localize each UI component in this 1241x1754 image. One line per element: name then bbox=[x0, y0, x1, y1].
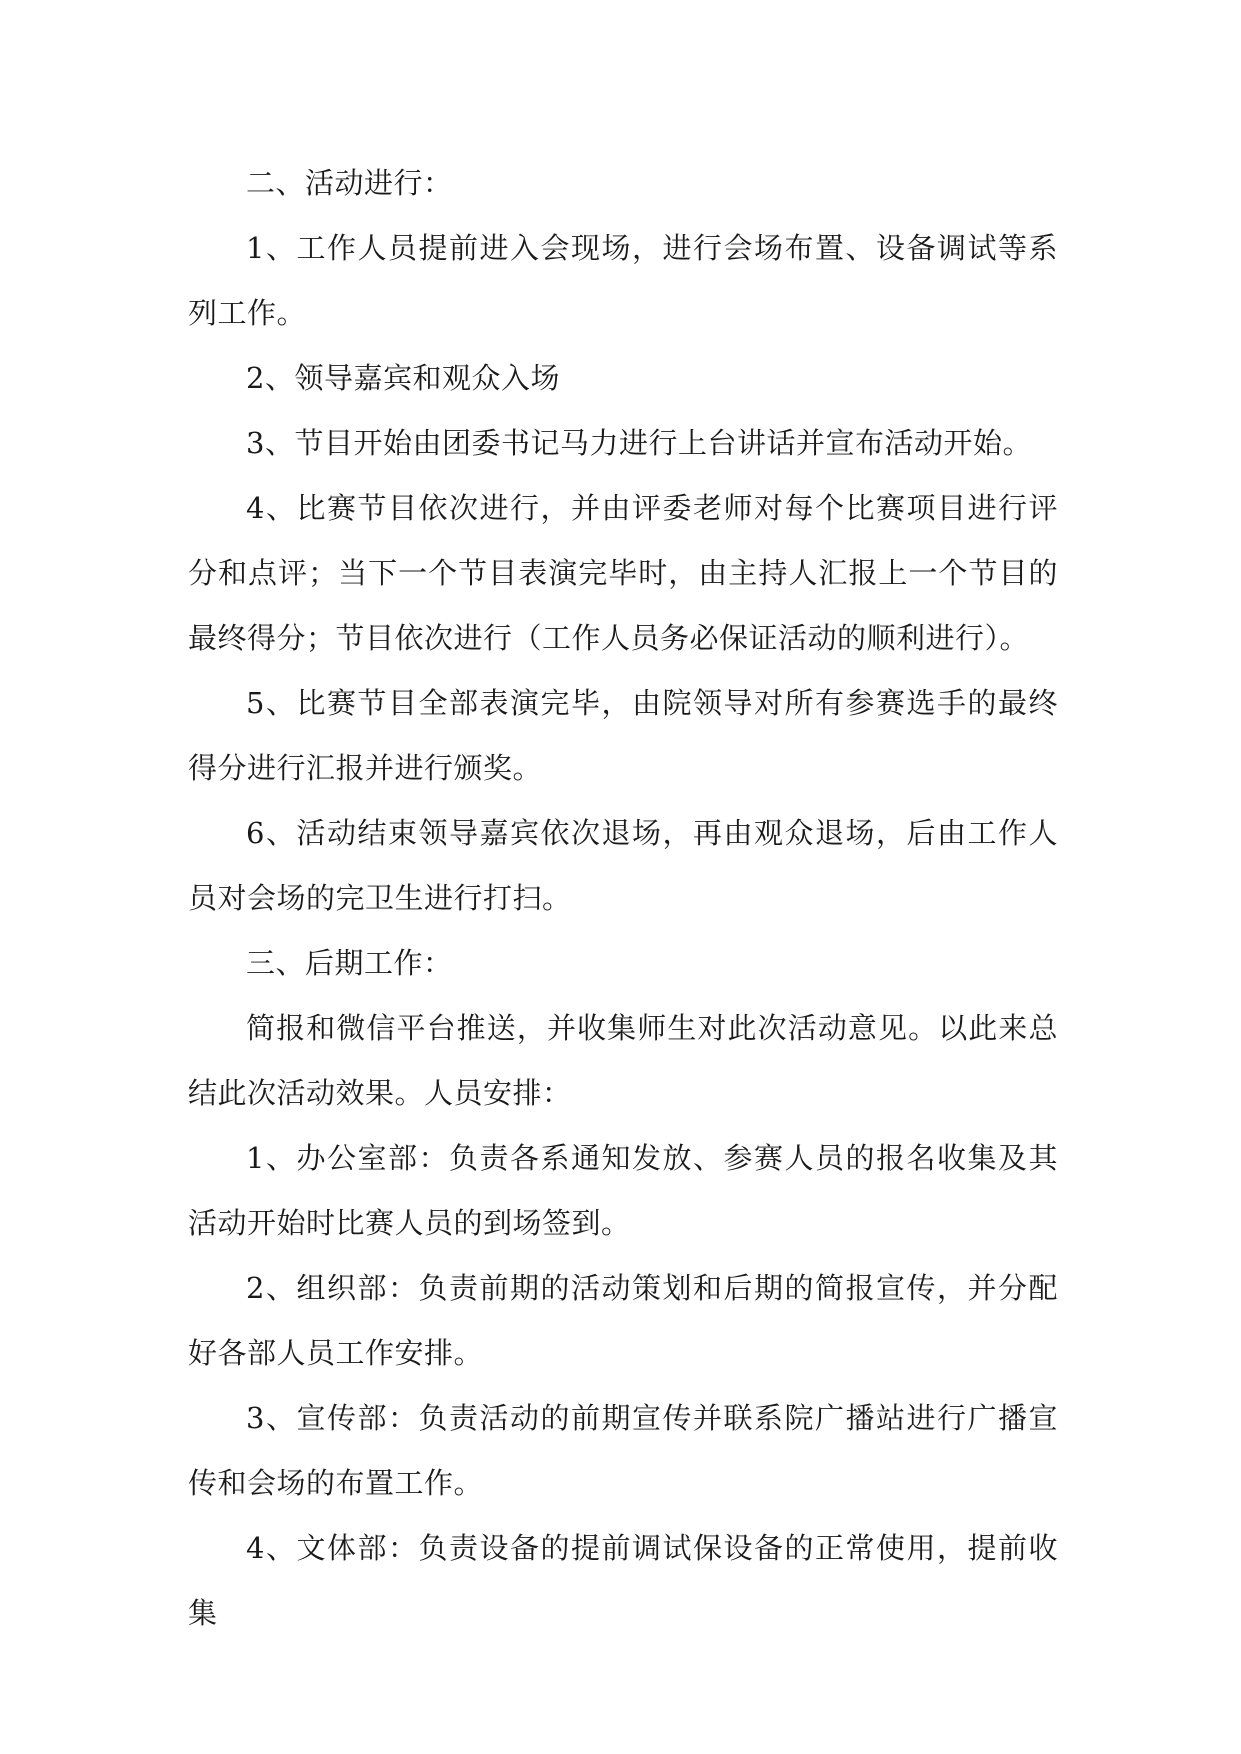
paragraph-step-6: 6、活动结束领导嘉宾依次退场，再由观众退场，后由工作人员对会场的完卫生进行打扫。 bbox=[188, 816, 1058, 915]
document-body bbox=[188, 151, 1058, 1646]
section-heading-activity: 二、活动进行： bbox=[246, 166, 453, 200]
paragraph-step-1: 1、工作人员提前进入会现场，进行会场布置、设备调试等系列工作。 bbox=[188, 231, 1058, 330]
paragraph-follow-up: 简报和微信平台推送，并收集师生对此次活动意见。以此来总结此次活动效果。人员安排： bbox=[188, 1011, 1058, 1110]
paragraph-publicity-dept: 3、宣传部：负责活动的前期宣传并联系院广播站进行广播宣传和会场的布置工作。 bbox=[188, 1401, 1058, 1500]
paragraph-step-5: 5、比赛节目全部表演完毕，由院领导对所有参赛选手的最终得分进行汇报并进行颁奖。 bbox=[188, 686, 1058, 785]
paragraph-step-2: 2、领导嘉宾和观众入场 bbox=[246, 361, 560, 395]
paragraph-office-dept: 1、办公室部：负责各系通知发放、参赛人员的报名收集及其活动开始时比赛人员的到场签到。 bbox=[188, 1141, 1058, 1240]
paragraph-step-4: 4、比赛节目依次进行，并由评委老师对每个比赛项目进行评分和点评；当下一个节目表演完毕时，由主持人汇报上一个节目的最终得分；节目依次进行（工作人员务必保证活动的顺利进行）。 bbox=[188, 491, 1058, 655]
paragraph-culture-sports-dept: 4、文体部：负责设备的提前调试保设备的正常使用，提前收集 bbox=[188, 1531, 1058, 1630]
paragraph-organization-dept: 2、组织部：负责前期的活动策划和后期的简报宣传，并分配好各部人员工作安排。 bbox=[188, 1271, 1058, 1370]
section-heading-follow-up: 三、后期工作： bbox=[246, 946, 453, 980]
paragraph-step-3: 3、节目开始由团委书记马力进行上台讲话并宣布活动开始。 bbox=[246, 426, 1032, 460]
